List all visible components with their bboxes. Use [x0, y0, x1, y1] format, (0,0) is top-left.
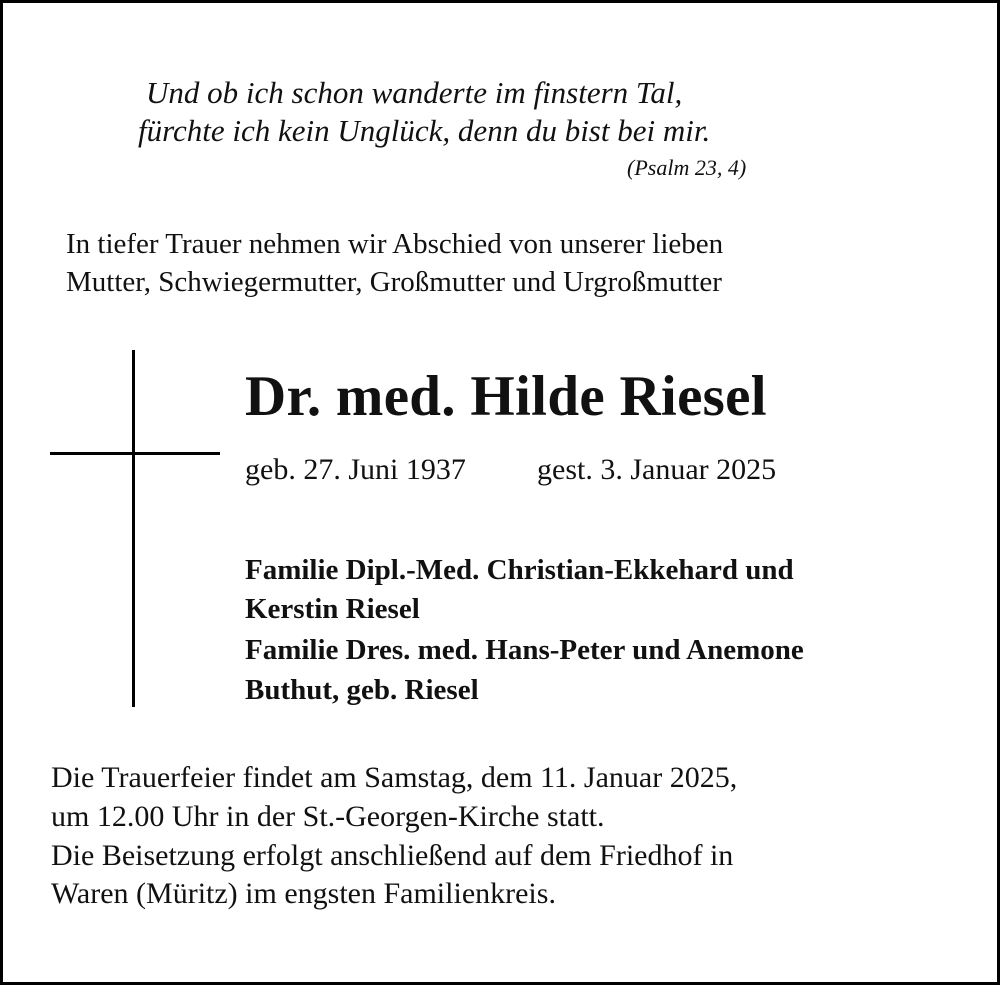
family-line-1: Familie Dipl.-Med. Christian-Ekkehard und: [245, 554, 794, 586]
cross-icon-vertical: [132, 350, 135, 707]
psalm-line-2: fürchte ich kein Unglück, denn du bist bei mir.: [138, 113, 711, 148]
family-line-2: Kerstin Riesel: [245, 593, 420, 625]
cross-icon-horizontal: [50, 452, 220, 455]
family-line-3: Familie Dres. med. Hans-Peter und Anemone: [245, 634, 804, 666]
ceremony-line-4: Waren (Müritz) im engsten Familienkreis.: [51, 877, 556, 910]
intro-line-1: In tiefer Trauer nehmen wir Abschied von unserer lieben: [66, 228, 724, 260]
deceased-name: Dr. med. Hilde Riesel: [245, 365, 767, 428]
ceremony-line-3: Die Beisetzung erfolgt anschließend auf dem Friedhof in: [51, 839, 734, 872]
ceremony-line-2: um 12.00 Uhr in der St.-Georgen-Kirche statt.: [51, 800, 605, 833]
intro-line-2: Mutter, Schwiegermutter, Großmutter und Urgroßmutter: [66, 266, 722, 298]
psalm-line-1: Und ob ich schon wanderte im finstern Tal,: [146, 75, 683, 110]
death-date: gest. 3. Januar 2025: [537, 453, 777, 486]
psalm-reference: (Psalm 23, 4): [627, 155, 747, 180]
family-line-4: Buthut, geb. Riesel: [245, 674, 479, 706]
birth-date: geb. 27. Juni 1937: [245, 453, 466, 486]
ceremony-line-1: Die Trauerfeier findet am Samstag, dem 11. Januar 2025,: [51, 761, 738, 794]
